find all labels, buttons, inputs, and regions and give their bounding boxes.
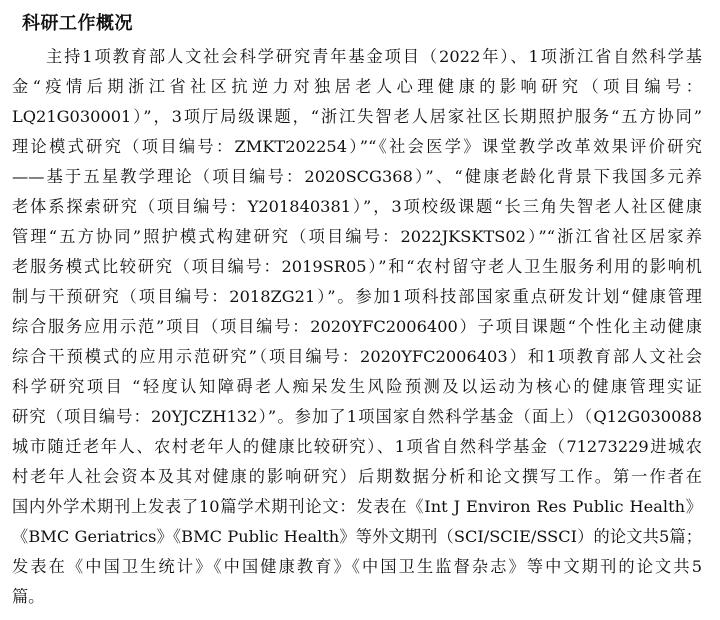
paragraph-line-1: 主持1项教育部人文社会科学研究青年基金项目（2022年）、1项浙江省自然科学基 xyxy=(46,47,702,66)
paragraph-line-8: 老服务模式比较研究（项目编号：2019SR05）”和“农村留守老人卫生服务利用的影响机 xyxy=(12,257,702,276)
paragraph-line-18: 发表在《中国卫生统计》《中国健康教育》《中国卫生监督杂志》等中文期刊的论文共5 xyxy=(12,557,702,576)
paragraph-line-14: 城市随迁老年人、农村老年人的健康比较研究）、1项省自然科学基金（71273229进城农 xyxy=(12,437,702,456)
paragraph-line-16: 国内外学术期刊上发表了10篇学术期刊论文：发表在《Int J Environ Res Public Health》 xyxy=(12,497,702,516)
paragraph-line-3: LQ21G030001）”，3项厅局级课题，“浙江失智老人居家社区长期照护服务“五方协同” xyxy=(12,107,702,126)
paragraph-line-17: 《BMC Geriatrics》《BMC Public Health》等外文期刊（SCI/SCIE/SSCI）的论文共5篇； xyxy=(12,527,702,546)
paragraph-line-10: 综合服务应用示范”项目（项目编号：2020YFC2006400）子项目课题“个性化主动健康 xyxy=(12,317,702,336)
paragraph-line-5: ——基于五星教学理论（项目编号：2020SCG368）”、“健康老龄化背景下我国多元养 xyxy=(12,167,702,186)
paragraph-line-2: 金“疫情后期浙江省社区抗逆力对独居老人心理健康的影响研究（项目编号： xyxy=(12,77,702,96)
paragraph-line-12: 科学研究项目 “轻度认知障碍老人痴呆发生风险预测及以运动为核心的健康管理实证 xyxy=(12,377,702,396)
section-heading: 科研工作概况 xyxy=(22,13,133,34)
paragraph-line-15: 村老年人社会资本及其对健康的影响研究）后期数据分析和论文撰写工作。第一作者在 xyxy=(12,467,702,486)
paragraph-line-4: 理论模式研究（项目编号：ZMKT202254）”“《社会医学》课堂教学改革效果评价研究 xyxy=(12,137,702,156)
paragraph-line-19: 篇。 xyxy=(12,587,45,606)
paragraph-line-7: 管理“五方协同”照护模式构建研究（项目编号：2022JKSKTS02）”“浙江省社区居家养 xyxy=(12,227,702,246)
paragraph-line-9: 制与干预研究（项目编号：2018ZG21）”。参加1项科技部国家重点研发计划“健康管理 xyxy=(12,287,702,306)
paragraph-line-11: 综合干预模式的应用示范研究”（项目编号：2020YFC2006403）和1项教育部人文社会 xyxy=(12,347,702,366)
paragraph-line-6: 老体系探索研究（项目编号：Y201840381）”，3项校级课题“长三角失智老人社区健康 xyxy=(12,197,702,216)
paragraph-line-13: 研究（项目编号：20YJCZH132）”。参加了1项国家自然科学基金（面上）（Q12G030088 xyxy=(12,407,702,426)
